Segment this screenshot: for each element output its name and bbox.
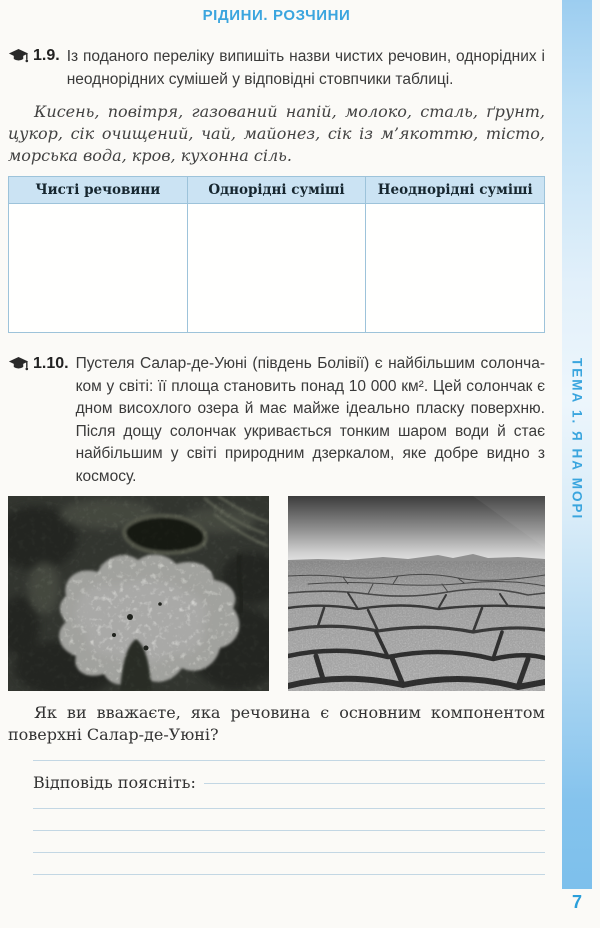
graduation-cap-icon bbox=[8, 47, 29, 65]
column-header-heterogeneous-mixtures: Неоднорідні суміші bbox=[366, 177, 545, 204]
task-number: 1.9. bbox=[33, 47, 60, 64]
salt-flat-surface-image bbox=[288, 496, 545, 691]
fill-cell-pure-substances bbox=[9, 204, 188, 333]
substances-list: Кисень, повітря, газований напій, молоко, сталь, ґрунт, цукор, сік очищений, чай, майонез, сік із м’якоттю, тісто, морська вода, кров, кухонна сіль. bbox=[8, 102, 545, 165]
answer-line bbox=[33, 830, 545, 831]
task-number: 1.10. bbox=[33, 355, 69, 372]
theme-sidebar bbox=[562, 0, 592, 889]
task-head bbox=[8, 353, 76, 488]
answer-line bbox=[33, 852, 545, 853]
task-text: Із поданого переліку випишіть назви чистих речовин, однорідних і неоднорідних сумішей у відповідні стовпчики таблиці. bbox=[66, 48, 545, 88]
column-header-pure-substances: Чисті речовини bbox=[9, 177, 188, 204]
task-1-9 bbox=[8, 45, 545, 91]
task-1-10 bbox=[8, 353, 545, 488]
fill-cell-homogeneous-mixtures bbox=[187, 204, 366, 333]
photo-row bbox=[8, 496, 545, 691]
table-row bbox=[9, 204, 545, 333]
answer-line bbox=[33, 874, 545, 875]
answer-row bbox=[33, 773, 545, 795]
chapter-title: РІДИНИ. РОЗЧИНИ bbox=[202, 7, 351, 24]
task-text: Пустеля Салар-де-Уюні (південь Болівії) є найбільшим солончаком у світі: її площа становить понад 10 000 км². Цей солончак є дном висохлого озера й має майже ідеально пласку поверхню. Після дощу солончак укривається тонким шаром води й стає найбільшим у світі природним дзеркалом, яке добре видно з космосу. bbox=[75, 355, 545, 485]
graduation-cap-icon bbox=[8, 355, 29, 373]
table-header-row bbox=[9, 177, 545, 204]
answer-label: Відповідь поясніть: bbox=[33, 773, 196, 792]
page-content bbox=[8, 0, 545, 875]
theme-sidebar-label: ТЕМА 1. Я НА МОРІ bbox=[569, 358, 585, 521]
classification-table bbox=[8, 176, 545, 333]
question-text: Як ви вважаєте, яка речовина є основним компонентом поверхні Салар-де-Уюні? bbox=[8, 703, 545, 744]
column-header-homogeneous-mixtures: Однорідні суміші bbox=[187, 177, 366, 204]
fill-cell-heterogeneous-mixtures bbox=[366, 204, 545, 333]
salar-satellite-image bbox=[8, 496, 269, 691]
answer-line bbox=[204, 783, 545, 784]
answer-line bbox=[33, 808, 545, 809]
task-head bbox=[8, 45, 67, 91]
answer-line bbox=[33, 760, 545, 761]
page-number: 7 bbox=[571, 892, 582, 912]
